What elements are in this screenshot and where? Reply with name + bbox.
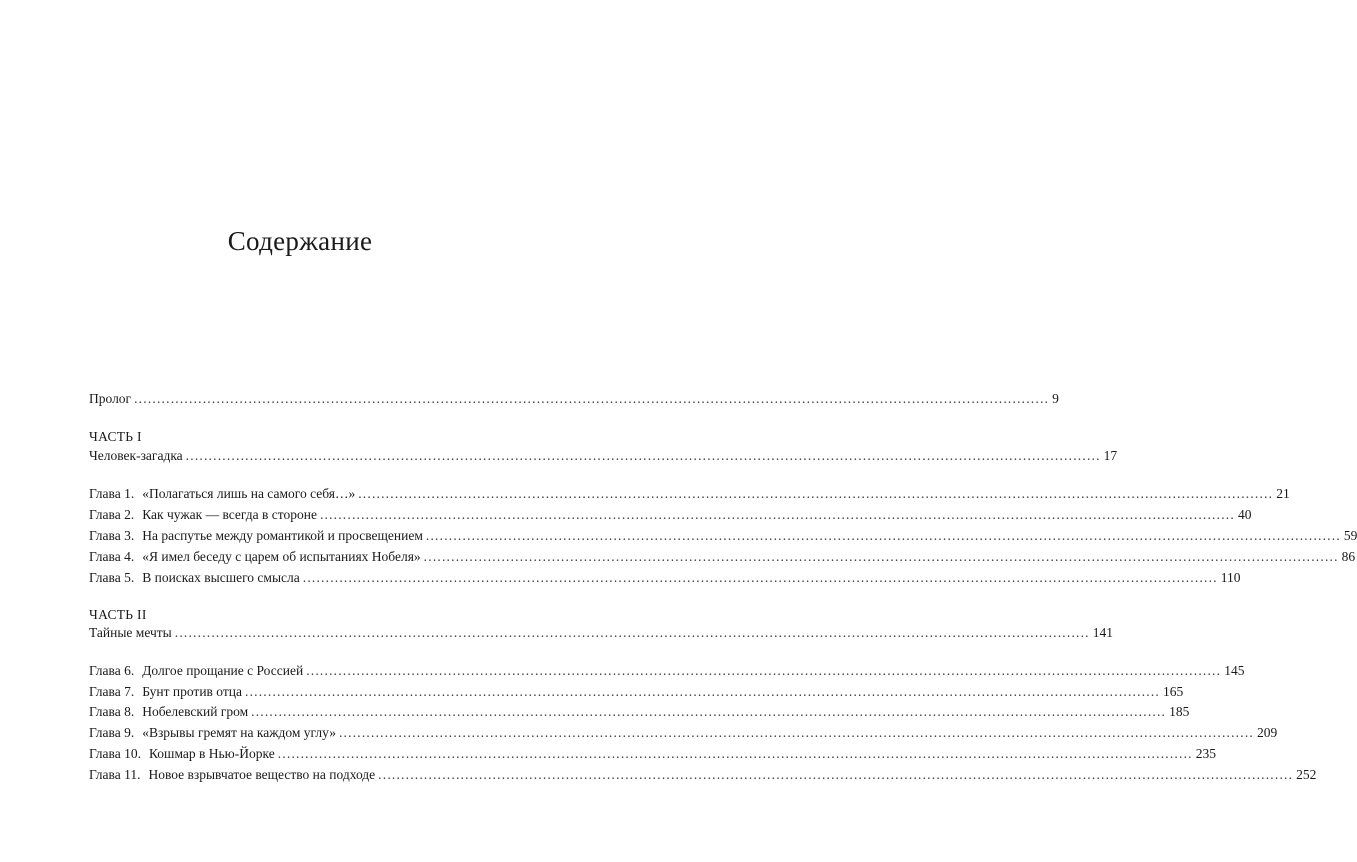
- toc-entry-prologue[interactable]: [89, 390, 1059, 408]
- toc-page-number: 40: [1237, 507, 1252, 522]
- toc-page-number: 141: [1092, 625, 1113, 640]
- toc-page-number: 86: [1341, 549, 1356, 564]
- toc-entry-label: Бунт против отца: [142, 684, 242, 699]
- toc-entry-chapter[interactable]: [89, 569, 1241, 587]
- chapter-number: Глава 8.: [89, 704, 135, 719]
- chapter-number: Глава 6.: [89, 663, 135, 678]
- toc-entry-chapter[interactable]: [89, 506, 1252, 524]
- toc-entry-label: «Я имел беседу с царем об испытаниях Нобеля»: [142, 549, 421, 564]
- dot-leader: ........................................................................................................................................................................................................: [174, 625, 1090, 640]
- chapter-number: Глава 4.: [89, 549, 135, 564]
- toc-entry-chapter[interactable]: [89, 724, 1278, 742]
- toc-entry-label: Новое взрывчатое вещество на подходе: [148, 767, 376, 782]
- toc-entry-label: «Полагаться лишь на самого себя…»: [142, 486, 356, 501]
- toc-entry-chapter[interactable]: [89, 766, 1317, 784]
- toc-entry-chapter[interactable]: [89, 683, 1184, 701]
- toc-entry-label: «Взрывы гремят на каждом углу»: [142, 725, 336, 740]
- chapter-number: Глава 1.: [89, 486, 135, 501]
- toc-page-number: 185: [1169, 704, 1190, 719]
- dot-leader: ........................................................................................................................................................................................................: [134, 391, 1050, 406]
- toc-entry-label: На распутье между романтикой и просвещением: [142, 528, 423, 543]
- toc-entry-label: Тайные мечты: [89, 625, 172, 640]
- dot-leader: ........................................................................................................................................................................................................: [338, 725, 1254, 740]
- toc-entry-label: Пролог: [89, 391, 132, 406]
- chapter-number: Глава 11.: [89, 767, 141, 782]
- toc-entry-label: В поисках высшего смысла: [142, 570, 300, 585]
- part-heading: ЧАСТЬ I: [89, 429, 142, 444]
- chapter-number: Глава 9.: [89, 725, 135, 740]
- toc-entry-chapter[interactable]: [89, 662, 1245, 680]
- page-title: Содержание: [227, 226, 373, 256]
- dot-leader: ........................................................................................................................................................................................................: [306, 663, 1222, 678]
- toc-entry-label: Долгое прощание с Россией: [142, 663, 304, 678]
- toc-page-number: 252: [1296, 767, 1317, 782]
- toc-entry-chapter[interactable]: [89, 548, 1356, 566]
- dot-leader: ........................................................................................................................................................................................................: [302, 570, 1218, 585]
- toc-entry-chapter[interactable]: [89, 527, 1357, 545]
- dot-leader: ........................................................................................................................................................................................................: [277, 746, 1193, 761]
- dot-leader: ........................................................................................................................................................................................................: [358, 486, 1274, 501]
- toc-page-number: 235: [1195, 746, 1216, 761]
- dot-leader: ........................................................................................................................................................................................................: [378, 767, 1294, 782]
- toc-entry-chapter[interactable]: [89, 485, 1290, 503]
- chapter-number: Глава 5.: [89, 570, 135, 585]
- chapter-number: Глава 2.: [89, 507, 135, 522]
- dot-leader: ........................................................................................................................................................................................................: [251, 704, 1167, 719]
- toc-page-number: 59: [1343, 528, 1357, 543]
- toc-entry-label: Человек-загадка: [89, 448, 183, 463]
- dot-leader: ........................................................................................................................................................................................................: [185, 448, 1101, 463]
- toc-page-number: 21: [1276, 486, 1290, 501]
- dot-leader: ........................................................................................................................................................................................................: [425, 528, 1341, 543]
- toc-entry-label: Нобелевский гром: [142, 704, 249, 719]
- toc-page-number: 145: [1224, 663, 1245, 678]
- toc-page-number: 9: [1052, 391, 1059, 406]
- chapter-number: Глава 10.: [89, 746, 141, 761]
- toc-page-number: 165: [1163, 684, 1184, 699]
- chapter-number: Глава 7.: [89, 684, 135, 699]
- toc-entry-label: Кошмар в Нью-Йорке: [148, 746, 275, 761]
- dot-leader: ........................................................................................................................................................................................................: [245, 684, 1160, 699]
- toc-entry-part-title[interactable]: [89, 624, 1113, 642]
- toc-page-number: 17: [1103, 448, 1118, 463]
- toc-entry-chapter[interactable]: [89, 703, 1190, 721]
- toc-page-number: 110: [1220, 570, 1241, 585]
- dot-leader: ........................................................................................................................................................................................................: [423, 549, 1339, 564]
- dot-leader: ........................................................................................................................................................................................................: [319, 507, 1235, 522]
- toc-entry-chapter[interactable]: [89, 745, 1216, 763]
- part-heading: ЧАСТЬ II: [89, 607, 147, 622]
- toc-entry-label: Как чужак — всегда в стороне: [142, 507, 317, 522]
- toc-entry-part-title[interactable]: [89, 447, 1118, 465]
- toc-page-number: 209: [1256, 725, 1278, 740]
- chapter-number: Глава 3.: [89, 528, 135, 543]
